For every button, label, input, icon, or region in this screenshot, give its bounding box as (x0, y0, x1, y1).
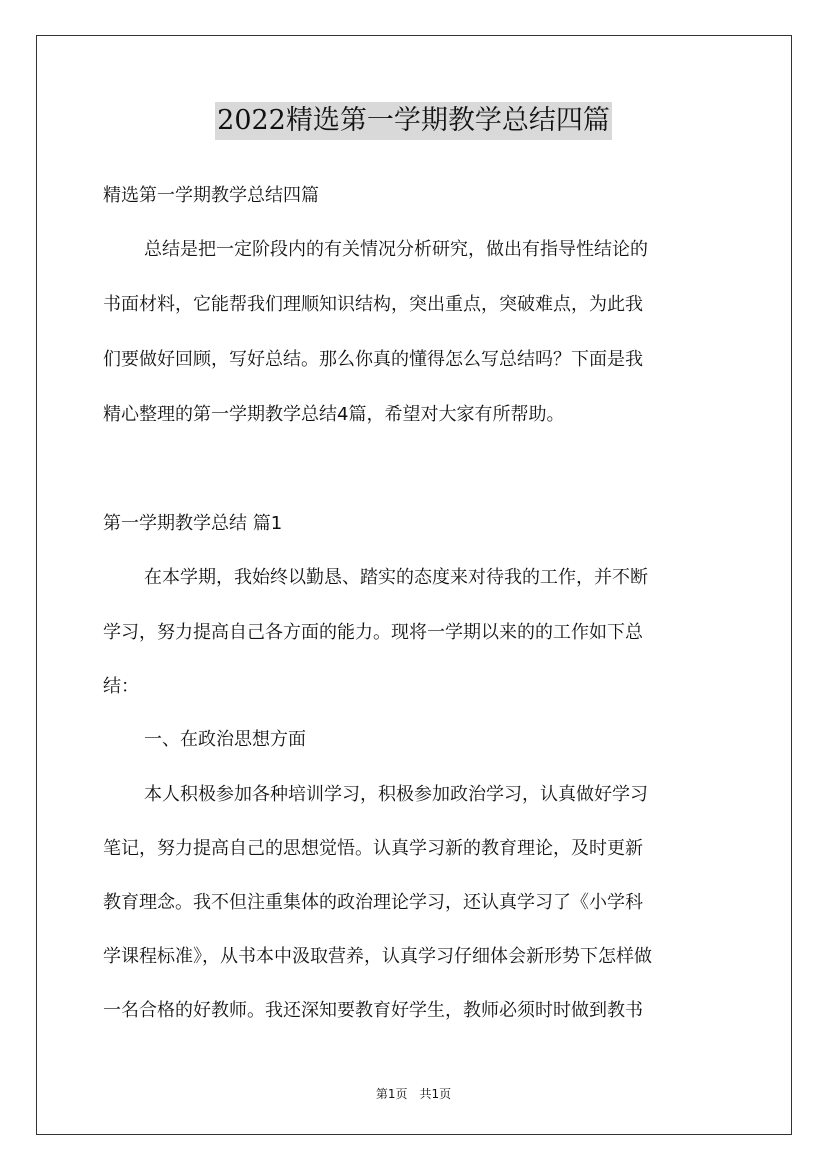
paragraph-line: 们要做好回顾，写好总结。那么你真的懂得怎么写总结吗？下面是我 (103, 349, 643, 370)
paragraph-line: 笔记，努力提高自己的思想觉悟。认真学习新的教育理论，及时更新 (103, 838, 643, 859)
paragraph-line: 精心整理的第一学期教学总结4篇，希望对大家有所帮助。 (103, 404, 565, 425)
subtitle-line: 精选第一学期教学总结四篇 (103, 185, 319, 206)
paragraph-line: 一名合格的好教师。我还深知要教育好学生，教师必须时时做到教书 (103, 1000, 643, 1021)
document-title: 2022精选第一学期教学总结四篇 (215, 102, 612, 140)
document-title-wrap (0, 102, 827, 140)
paragraph-line: 在本学期，我始终以勤恳、踏实的态度来对待我的工作，并不断 (144, 567, 648, 588)
paragraph-line: 教育理念。我不但注重集体的政治理论学习，还认真学习了《小学科 (103, 892, 643, 913)
paragraph-line: 总结是把一定阶段内的有关情况分析研究，做出有指导性结论的 (144, 239, 648, 260)
paragraph-line: 书面材料，它能帮我们理顺知识结构，突出重点，突破难点，为此我 (103, 294, 643, 315)
page-footer: 第1页 共1页 (375, 1087, 452, 1101)
section-heading: 第一学期教学总结 篇1 (103, 513, 283, 534)
paragraph-line: 本人积极参加各种培训学习，积极参加政治学习，认真做好学习 (144, 784, 648, 805)
paragraph-line: 结： (103, 676, 139, 697)
subsection-heading: 一、在政治思想方面 (144, 729, 306, 750)
paragraph-line: 学课程标准》，从书本中汲取营养，认真学习仔细体会新形势下怎样做 (103, 946, 652, 967)
paragraph-line: 学习，努力提高自己各方面的能力。现将一学期以来的的工作如下总 (103, 622, 643, 643)
